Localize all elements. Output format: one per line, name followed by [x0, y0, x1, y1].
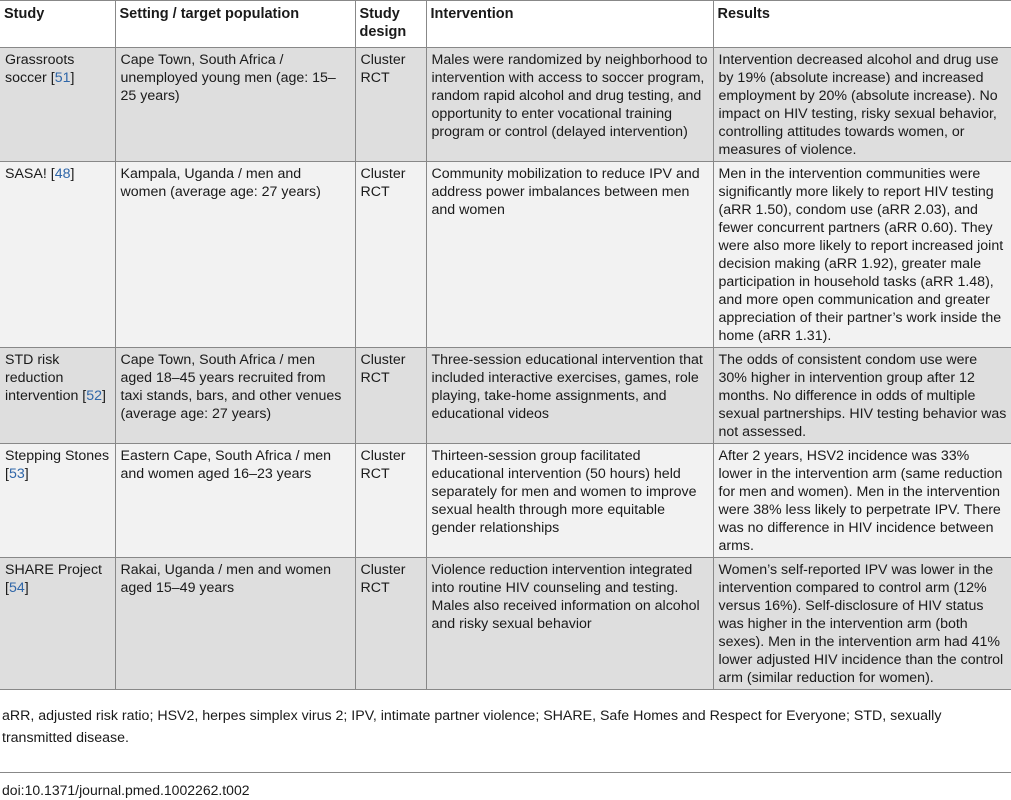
- cell-setting: Rakai, Uganda / men and women aged 15–49 years: [115, 558, 355, 690]
- cell-intervention: Community mobilization to reduce IPV and address power imbalances between men and women: [426, 162, 713, 348]
- cell-design: Cluster RCT: [355, 444, 426, 558]
- reference-link[interactable]: 48: [54, 166, 71, 182]
- cell-study: STD risk reduction intervention [52]: [0, 348, 115, 444]
- study-name: Grassroots soccer: [5, 52, 75, 86]
- cell-results: Men in the intervention communities were significantly more likely to report HIV testing (aRR 1.50), condom use (aRR 2.03), and fewer concurrent partners (aRR 0.60). They were also more likely to report increased joint decision making (aRR 1.92), greater male participation in household tasks (aRR 1.48), and more open communication and greater appreciation of their partner’s work inside the home (aRR 1.31).: [713, 162, 1011, 348]
- doi-line: doi:10.1371/journal.pmed.1002262.t002: [0, 772, 1011, 798]
- study-name: STD risk reduction intervention: [5, 352, 79, 404]
- cell-setting: Eastern Cape, South Africa / men and women aged 16–23 years: [115, 444, 355, 558]
- study-name: Stepping Stones: [5, 448, 110, 464]
- cell-setting: Cape Town, South Africa / unemployed young men (age: 15–25 years): [115, 48, 355, 162]
- table-row: [0, 444, 1011, 558]
- cell-study: Stepping Stones [53]: [0, 444, 115, 558]
- table-header-row: [0, 1, 1011, 48]
- cell-design: Cluster RCT: [355, 348, 426, 444]
- cell-results: Women’s self-reported IPV was lower in the intervention compared to control arm (12% versus 16%). Self-disclosure of HIV status was higher in the intervention arm (both sexes). Men in the intervention arm had 41% lower adjusted HIV incidence than the control arm (similar reduction for women).: [713, 558, 1011, 690]
- cell-intervention: Three-session educational intervention that included interactive exercises, games, role playing, take-home assignments, and educational videos: [426, 348, 713, 444]
- cell-results: The odds of consistent condom use were 30% higher in intervention group after 12 months. No difference in odds of multiple sexual partnerships. HIV testing behavior was not assessed.: [713, 348, 1011, 444]
- table-row: [0, 162, 1011, 348]
- table-row: [0, 348, 1011, 444]
- table-row: [0, 558, 1011, 690]
- table-footnote: aRR, adjusted risk ratio; HSV2, herpes simplex virus 2; IPV, intimate partner violence; SHARE, Safe Homes and Respect for Everyone; STD, sexually transmitted disease.: [2, 708, 942, 746]
- study-name: SHARE Project: [5, 562, 102, 578]
- cell-design: Cluster RCT: [355, 48, 426, 162]
- cell-results: After 2 years, HSV2 incidence was 33% lower in the intervention arm (same reduction for men and women). Men in the intervention were 38% less likely to perpetrate IPV. There was no difference in HIV incidence between arms.: [713, 444, 1011, 558]
- cell-design: Cluster RCT: [355, 558, 426, 690]
- cell-design: Cluster RCT: [355, 162, 426, 348]
- header-intervention: Intervention: [426, 1, 713, 48]
- cell-intervention: Violence reduction intervention integrated into routine HIV counseling and testing. Males also received information on alcohol and risky sexual behavior: [426, 558, 713, 690]
- reference-link[interactable]: 52: [86, 388, 103, 404]
- table-row: [0, 48, 1011, 162]
- reference-link[interactable]: 53: [8, 466, 25, 482]
- cell-setting: Cape Town, South Africa / men aged 18–45 years recruited from taxi stands, bars, and other venues (average age: 27 years): [115, 348, 355, 444]
- header-study: Study: [0, 1, 115, 48]
- cell-setting: Kampala, Uganda / men and women (average age: 27 years): [115, 162, 355, 348]
- cell-study: Grassroots soccer [51]: [0, 48, 115, 162]
- reference-link[interactable]: 54: [8, 580, 25, 596]
- cell-intervention: Males were randomized by neighborhood to intervention with access to soccer program, random rapid alcohol and drug testing, and opportunity to enter vocational training program or control (delayed intervention): [426, 48, 713, 162]
- cell-study: SASA! [48]: [0, 162, 115, 348]
- reference-link[interactable]: 51: [54, 70, 71, 86]
- cell-study: SHARE Project [54]: [0, 558, 115, 690]
- header-setting: Setting / target population: [115, 1, 355, 48]
- cell-results: Intervention decreased alcohol and drug use by 19% (absolute increase) and increased employment by 20% (absolute increase). No impact on HIV testing, risky sexual behavior, controlling attitudes towards women, or measures of violence.: [713, 48, 1011, 162]
- study-name: SASA!: [5, 166, 47, 182]
- header-results: Results: [713, 1, 1011, 48]
- header-design: Study design: [355, 1, 426, 48]
- cell-intervention: Thirteen-session group facilitated educational intervention (50 hours) held separately for men and women to improve sexual health through more equitable gender relationships: [426, 444, 713, 558]
